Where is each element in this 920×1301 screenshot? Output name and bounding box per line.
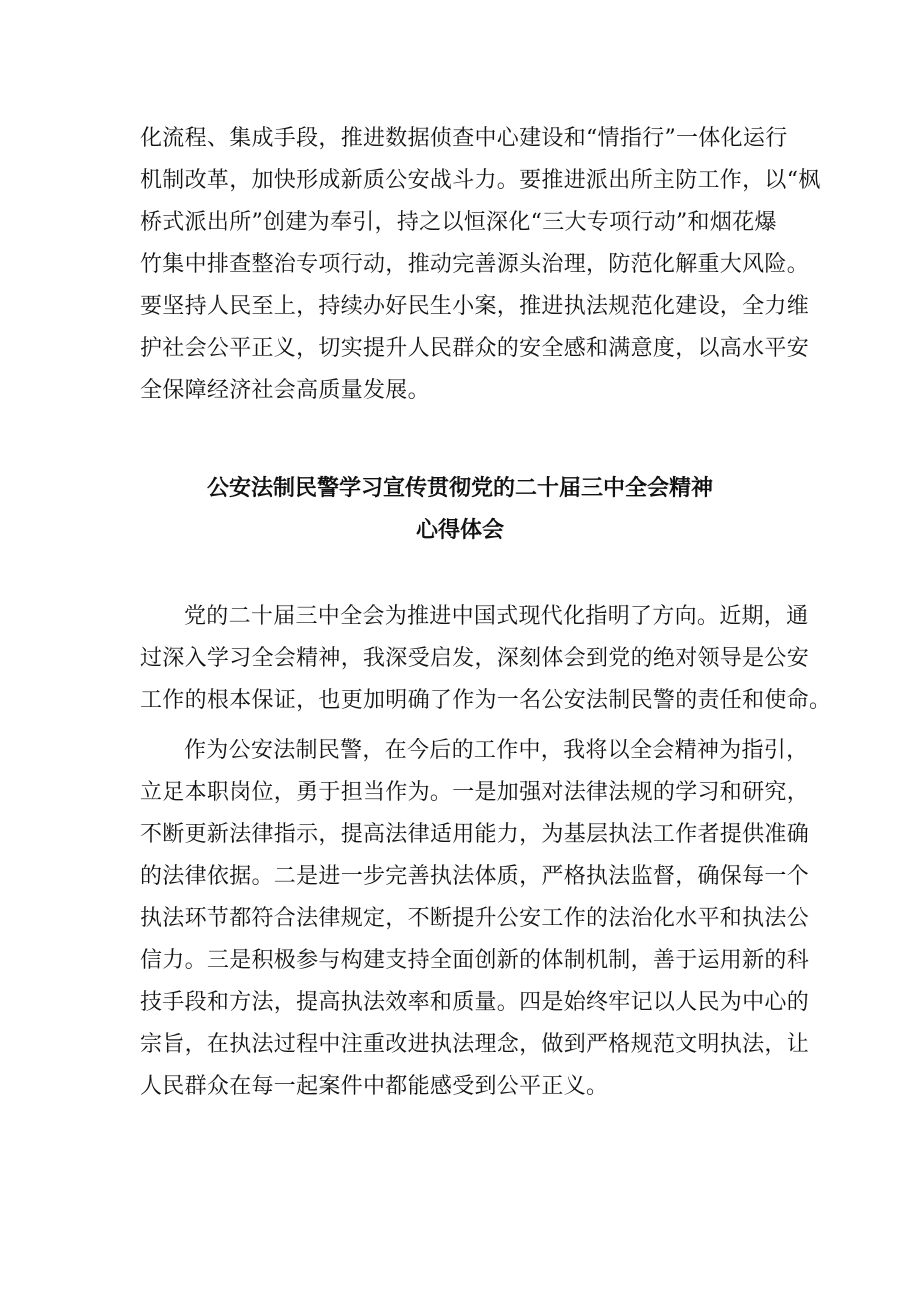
para2-line: 的法律依据。二是进一步完善执法体质，严格执法监督，确保每一个 (140, 864, 810, 889)
intro-line: 机制改革，加快形成新质公安战斗力。要推进派出所主防工作，以“枫 (140, 168, 821, 193)
intro-line: 化流程、集成手段，推进数据侦查中心建设和“情指行”一体化运行 (140, 126, 788, 151)
para2-line: 作为公安法制民警，在今后的工作中，我将以全会精神为指引， (184, 738, 809, 763)
para2-line: 立足本职岗位，勇于担当作为。一是加强对法律法规的学习和研究， (140, 780, 810, 805)
para1-line: 过深入学习全会精神，我深受启发，深刻体会到党的绝对领导是公安 (140, 646, 810, 671)
para2-line: 技手段和方法，提高执法效率和质量。四是始终牢记以人民为中心的 (140, 990, 810, 1015)
article-title-line1: 公安法制民警学习宣传贯彻党的二十届三中全会精神 (206, 475, 713, 501)
para1-line: 工作的根本保证，也更加明确了作为一名公安法制民警的责任和使命。 (140, 688, 832, 713)
para2-line: 宗旨，在执法过程中注重改进执法理念，做到严格规范文明执法，让 (140, 1032, 810, 1057)
para2-line: 执法环节都符合法律规定，不断提升公安工作的法治化水平和执法公 (140, 906, 810, 931)
intro-line: 护社会公平正义，切实提升人民群众的安全感和满意度，以高水平安 (140, 336, 810, 361)
para2-line: 不断更新法律指示，提高法律适用能力，为基层执法工作者提供准确 (140, 822, 810, 847)
intro-line: 竹集中排查整治专项行动，推动完善源头治理，防范化解重大风险。 (140, 252, 810, 277)
para2-line: 信力。三是积极参与构建支持全面创新的体制机制，善于运用新的科 (140, 948, 810, 973)
article-title-line2: 心得体会 (415, 517, 504, 543)
para1-line: 党的二十届三中全会为推进中国式现代化指明了方向。近期，通 (184, 604, 809, 629)
intro-line: 桥式派出所”创建为奉引，持之以恒深化“三大专项行动”和烟花爆 (140, 210, 777, 235)
intro-line: 要坚持人民至上，持续办好民生小案，推进执法规范化建设，全力维 (140, 294, 810, 319)
intro-line: 全保障经济社会高质量发展。 (140, 378, 430, 403)
para2-line: 人民群众在每一起案件中都能感受到公平正义。 (140, 1074, 609, 1099)
